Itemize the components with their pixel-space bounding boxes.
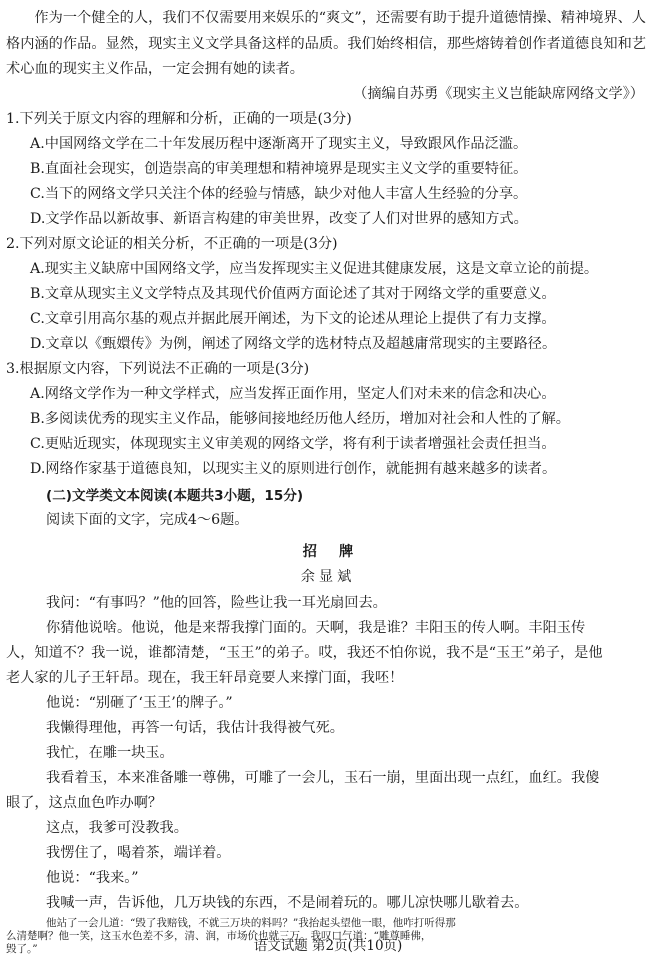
story-line: 老人家的儿子王轩昂。现在，我王轩昂竟要人来撑门面，我呸！: [6, 670, 404, 686]
story-line: 我愣住了，喝着茶，端详着。: [46, 845, 231, 861]
question-1-option-a: A.中国网络文学在二十年发展历程中逐渐离开了现实主义，导致跟风作品泛滥。: [30, 136, 528, 152]
passage-closing-paragraph: 作为一个健全的人，我们不仅需要用来娱乐的“爽文”，还需要有助于提升道德情操、精神境界、人格内涵的作品。显然，现实主义文学具备这样的品质。我们始终相信，那些熔铸着创作者道德良知和艺术心血的现实主义作品，一定会拥有她的读者。: [6, 10, 646, 77]
story-line: 我忙，在雕一块玉。: [46, 745, 174, 761]
story-line: 我问：“有事吗？”他的回答，险些让我一耳光扇回去。: [46, 595, 387, 611]
passage-source: （摘编自苏勇《现实主义岂能缺席网络文学》）: [353, 86, 644, 102]
section-heading: (二)文学类文本阅读(本题共3小题，15分): [46, 488, 304, 504]
story-author: 余显斌: [300, 569, 356, 585]
story-line: 我懒得理他，再答一句话，我估计我得被气死。: [46, 720, 344, 736]
story-line: 他说：“我来。”: [46, 870, 139, 886]
question-3-stem: 3.根据原文内容，下列说法不正确的一项是(3分): [6, 361, 310, 377]
question-1-option-b: B.直面社会现实，创造崇高的审美理想和精神境界是现实主义文学的重要特征。: [30, 161, 528, 177]
question-3-option-a: A.网络文学作为一种文学样式，应当发挥正面作用，坚定人们对未来的信念和决心。: [30, 386, 556, 402]
story-line: 毁了。”: [6, 943, 38, 955]
question-3-option-d: D.网络作家基于道德良知，以现实主义的原则进行创作，就能拥有越来越多的读者。: [30, 461, 557, 477]
question-2-option-b: B.文章从现实主义文学特点及其现代价值两方面论述了其对于网络文学的重要意义。: [30, 286, 556, 302]
question-2-option-d: D.文章以《甄嬛传》为例，阐述了网络文学的选材特点及超越庸常现实的主要路径。: [30, 336, 557, 352]
story-line: 他站了一会儿道：“毁了我赔钱，不就三万块的料吗？”我抬起头望他一眼，他咋打听得那: [46, 917, 456, 929]
story-line: 我看着玉，本来准备雕一尊佛，可雕了一会儿，玉石一崩，里面出现一点红，血红。我傻: [46, 770, 600, 786]
story-line: 我喊一声，告诉他，几万块钱的东西，不是闹着玩的。哪儿凉快哪儿歇着去。: [46, 895, 529, 911]
story-line: 这点，我爹可没教我。: [46, 820, 188, 836]
question-1-stem: 1.下列关于原文内容的理解和分析，正确的一项是(3分): [6, 111, 352, 127]
question-2-stem: 2.下列对原文论证的相关分析，不正确的一项是(3分): [6, 236, 338, 252]
story-line: 眼了，这点血色咋办啊？: [6, 795, 163, 811]
question-3-option-c: C.更贴近现实，体现现实主义审美观的网络文学，将有利于读者增强社会责任担当。: [30, 436, 556, 452]
question-1-option-c: C.当下的网络文学只关注个体的经验与情感，缺少对他人丰富人生经验的分享。: [30, 186, 528, 202]
question-2-option-a: A.现实主义缺席中国网络文学，应当发挥现实主义促进其健康发展，这是文章立论的前提。: [30, 261, 599, 277]
question-3-option-b: B.多阅读优秀的现实主义作品，能够间接地经历他人经历，增加对社会和人性的了解。: [30, 411, 570, 427]
question-1-option-d: D.文学作品以新故事、新语言构建的审美世界，改变了人们对世界的感知方式。: [30, 211, 528, 227]
section-instruction: 阅读下面的文字，完成4～6题。: [46, 512, 249, 528]
story-title: 招牌: [302, 544, 376, 560]
question-2-option-c: C.文章引用高尔基的观点并据此展开阐述，为下文的论述从理论上提供了有力支撑。: [30, 311, 556, 327]
story-line: 么清楚啊？他一笑，这玉水色差不多，清、润，市场价也就三万。我叹口气道：“雕尊睡佛，: [6, 930, 432, 942]
page-footer: 语文试题 第2页(共10页): [253, 938, 403, 954]
story-line: 他说：“别砸了‘玉王’的牌子。”: [46, 695, 233, 711]
story-line: 你猜他说啥。他说，他是来帮我撑门面的。天啊，我是谁？丰阳玉的传人啊。丰阳玉传: [46, 620, 586, 636]
story-line: 人，知道不？我一说，谁都清楚，“玉王”的弟子。哎，我还不怕你说，我不是“玉王”弟子，是他: [6, 645, 603, 661]
